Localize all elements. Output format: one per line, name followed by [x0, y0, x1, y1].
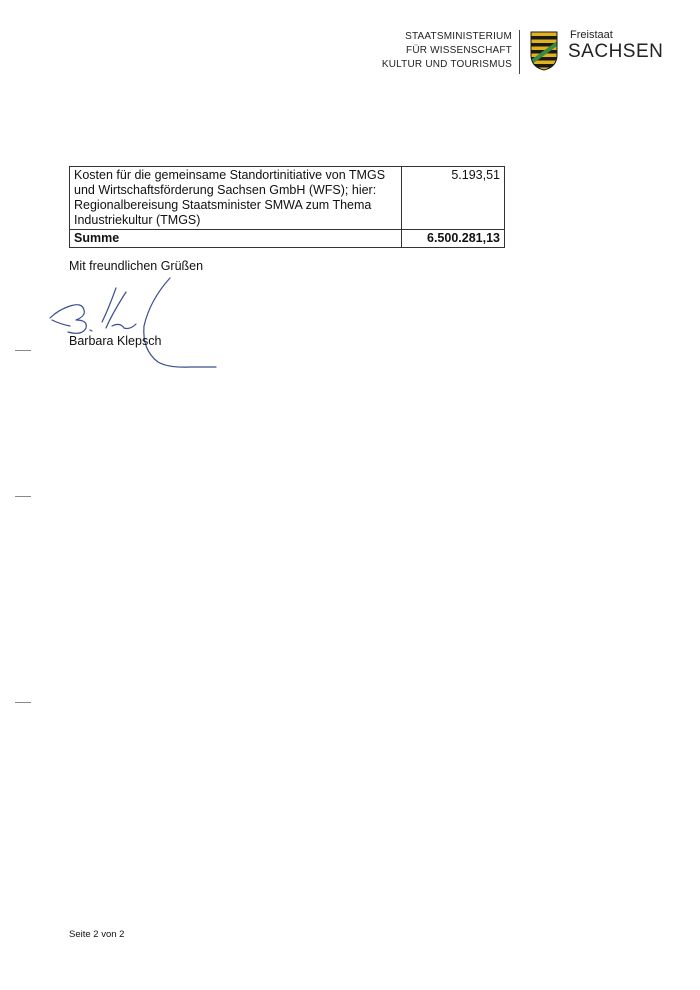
ministry-line-2: FÜR WISSENSCHAFT: [406, 45, 512, 56]
signer-name: Barbara Klepsch: [69, 334, 162, 348]
table-row: [70, 167, 505, 230]
cost-table: [69, 166, 505, 248]
ministry-name: [382, 30, 512, 72]
sum-row: [70, 230, 505, 248]
cost-description: Kosten für die gemeinsame Standortinitiative von TMGS und Wirtschaftsförderung Sachsen GmbH (WFS); hier: Regionalbereisung Staatsminister SMWA zum Thema Industriekultur (TMGS): [70, 167, 402, 230]
state-label-large: SACHSEN: [568, 41, 664, 62]
state-label-small: Freistaat: [570, 29, 613, 41]
sum-amount: 6.500.281,13: [402, 230, 505, 248]
page-number: Seite 2 von 2: [69, 929, 125, 940]
cost-amount: 5.193,51: [402, 167, 505, 230]
sum-label: Summe: [70, 230, 402, 248]
fold-mark-bottom: [15, 702, 31, 703]
handwritten-signature: [40, 270, 220, 375]
closing-greeting: Mit freundlichen Grüßen: [69, 259, 204, 273]
fold-mark-top: [15, 350, 31, 351]
letterhead: [330, 30, 670, 80]
letterhead-divider: [519, 30, 520, 74]
saxony-coat-of-arms-icon: [530, 31, 558, 71]
ministry-line-1: STAATSMINISTERIUM: [405, 31, 512, 42]
fold-mark-middle: [15, 496, 31, 497]
ministry-line-3: KULTUR UND TOURISMUS: [381, 59, 512, 70]
